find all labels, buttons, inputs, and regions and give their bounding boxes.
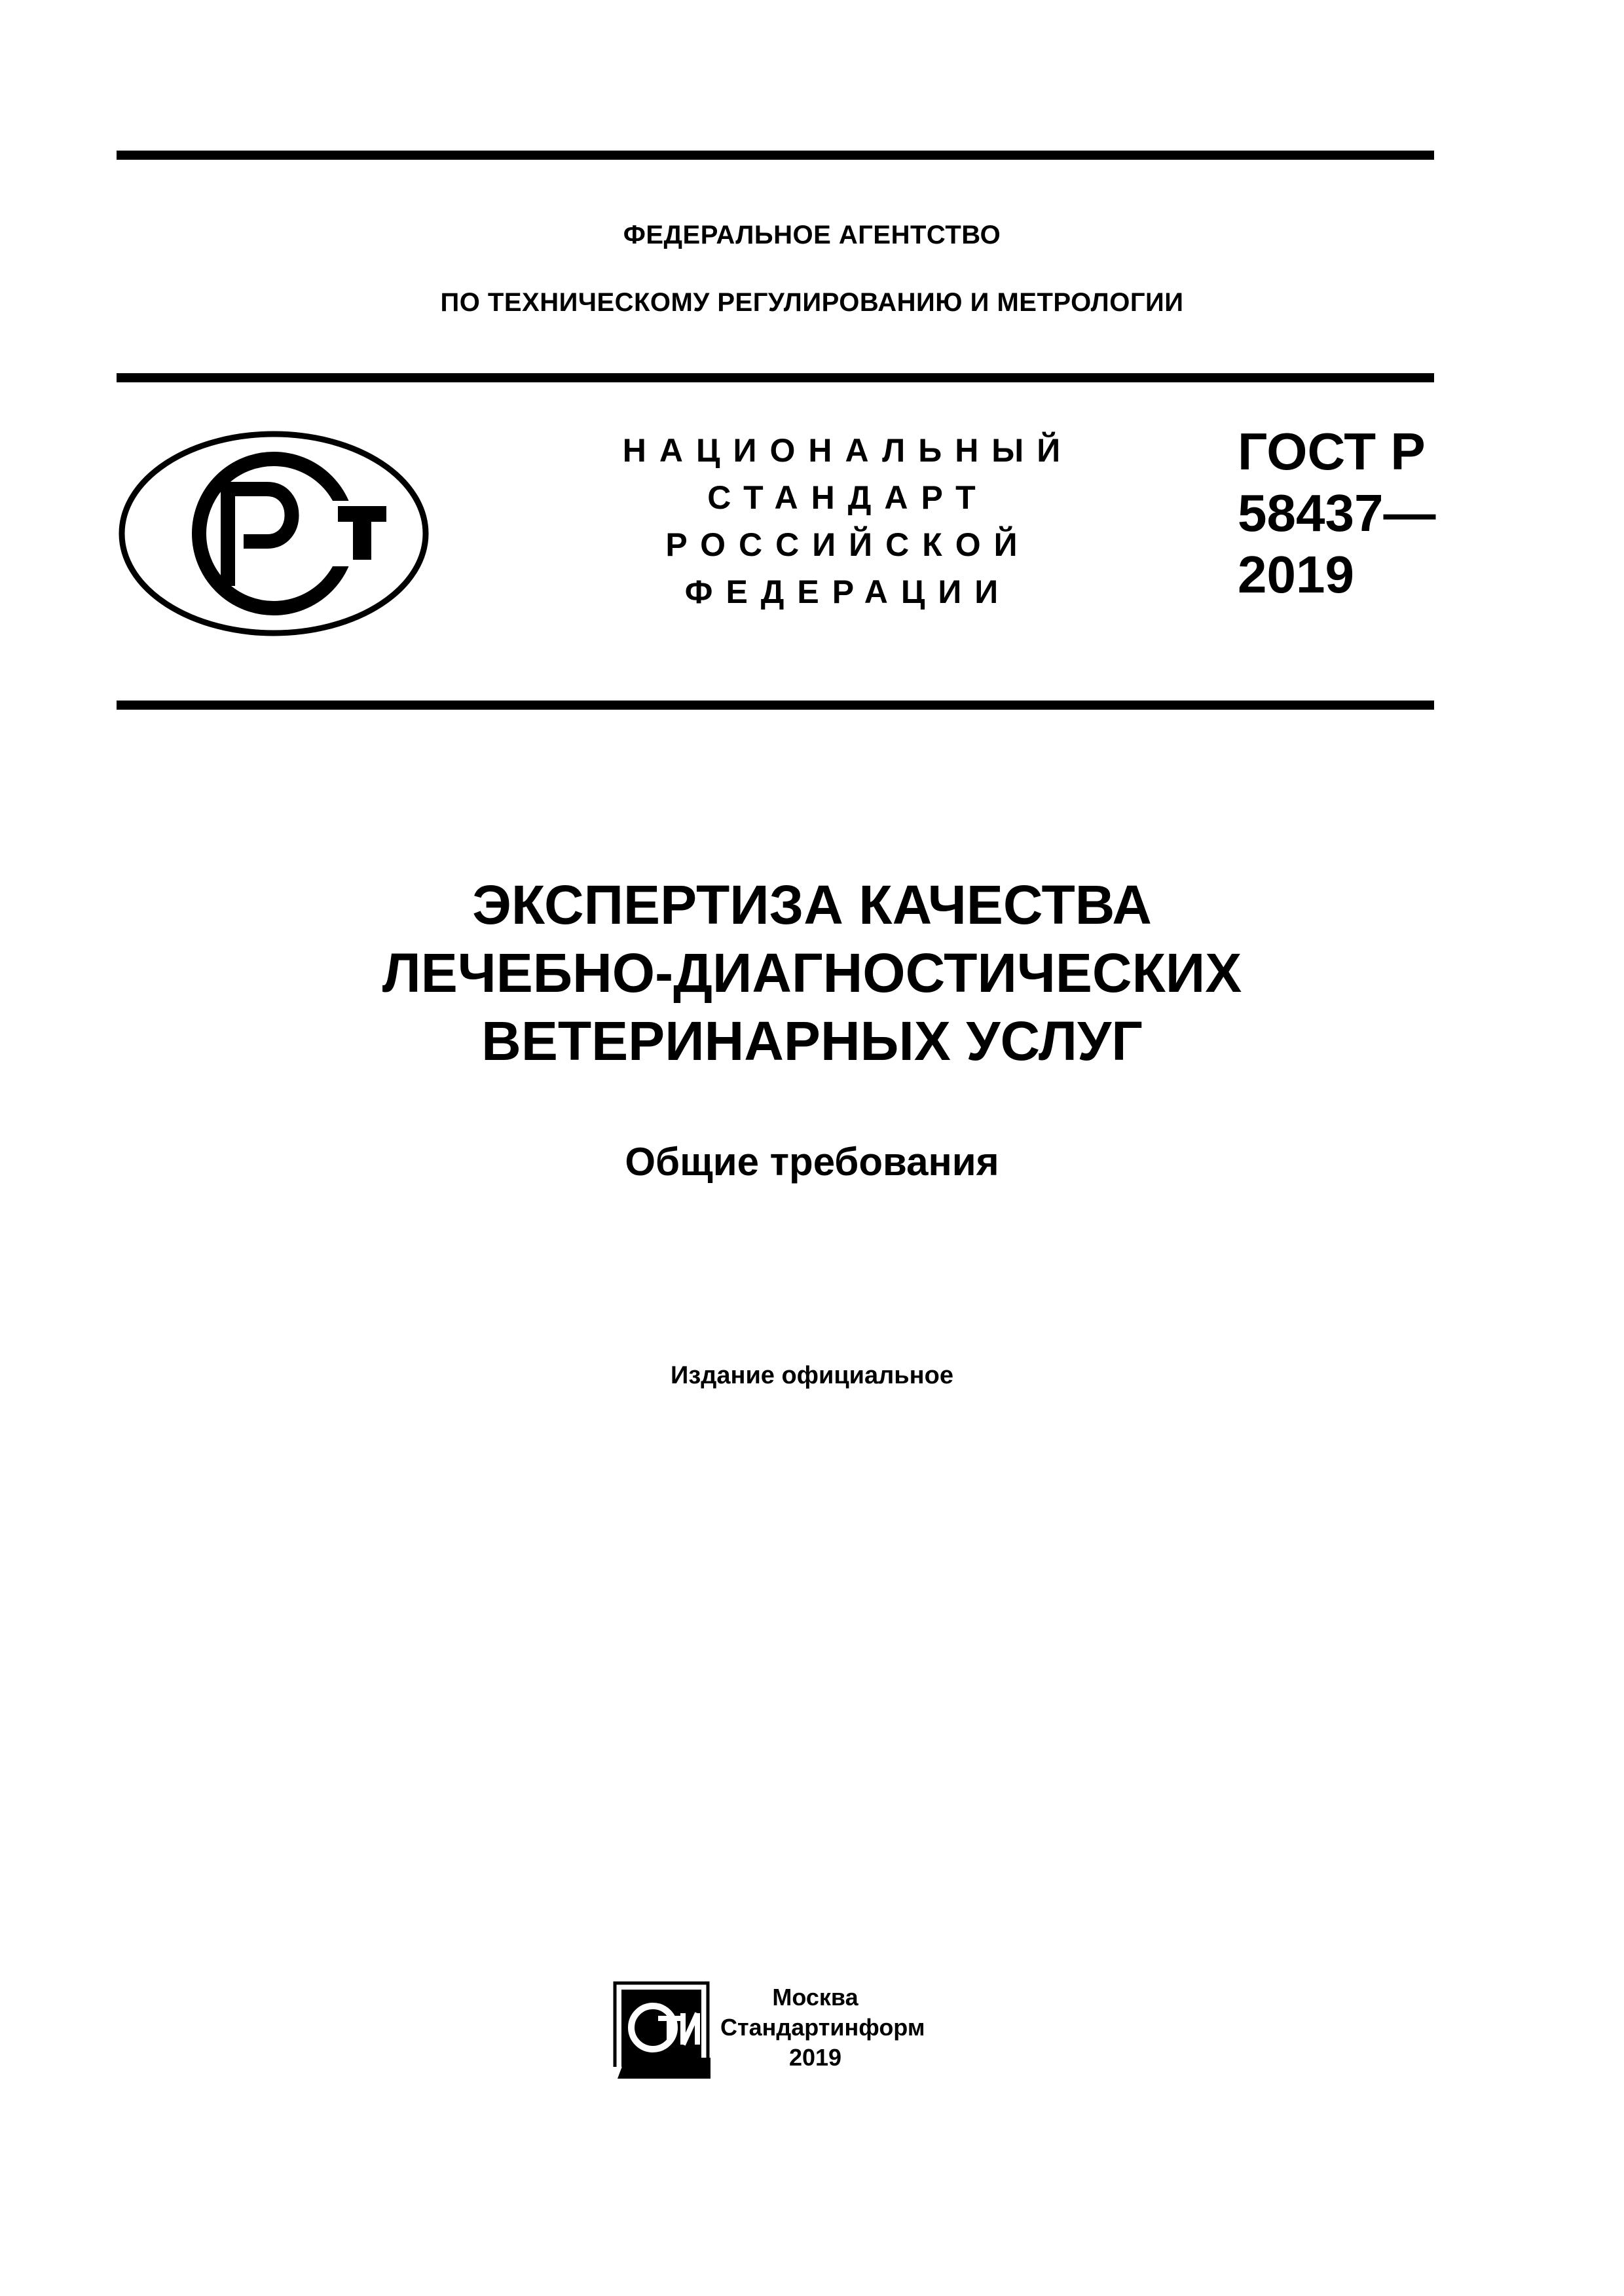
national-standard-label bbox=[576, 427, 1120, 615]
agency-name-line-2: ПО ТЕХНИЧЕСКОМУ РЕГУЛИРОВАНИЮ И МЕТРОЛОГИИ bbox=[440, 288, 1184, 317]
national-standard-line: РОССИЙСКОЙ bbox=[665, 526, 1031, 563]
document-title-line: ЛЕЧЕБНО-ДИАГНОСТИЧЕСКИХ bbox=[382, 942, 1242, 1004]
document-title-line: ЭКСПЕРТИЗА КАЧЕСТВА bbox=[472, 874, 1152, 936]
publisher-info bbox=[720, 1982, 925, 2073]
document-subtitle: Общие требования bbox=[625, 1140, 999, 1184]
publisher-city: Москва bbox=[772, 1984, 858, 2011]
national-standard-line: НАЦИОНАЛЬНЫЙ bbox=[622, 432, 1074, 469]
top-rule bbox=[117, 151, 1434, 160]
national-standard-line: ФЕДЕРАЦИИ bbox=[684, 574, 1012, 610]
designation-line: 2019 bbox=[1238, 545, 1354, 604]
standartinform-logo-icon bbox=[612, 1980, 710, 2079]
header-rule bbox=[117, 373, 1434, 382]
title-block-rule bbox=[117, 701, 1434, 710]
designation-line: ГОСТ Р bbox=[1238, 422, 1426, 481]
document-title bbox=[0, 871, 1624, 1075]
national-standard-line: СТАНДАРТ bbox=[707, 479, 989, 516]
rst-certification-mark-icon bbox=[117, 429, 431, 638]
designation-line: 58437— bbox=[1238, 484, 1436, 542]
document-title-line: ВЕТЕРИНАРНЫХ УСЛУГ bbox=[481, 1010, 1143, 1072]
publication-year: 2019 bbox=[788, 2044, 842, 2071]
standard-designation bbox=[1238, 421, 1435, 606]
agency-name-line-1: ФЕДЕРАЛЬНОЕ АГЕНТСТВО bbox=[623, 221, 1001, 249]
publisher-name: Стандартинформ bbox=[720, 2014, 925, 2041]
edition-label: Издание официальное bbox=[671, 1362, 953, 1389]
